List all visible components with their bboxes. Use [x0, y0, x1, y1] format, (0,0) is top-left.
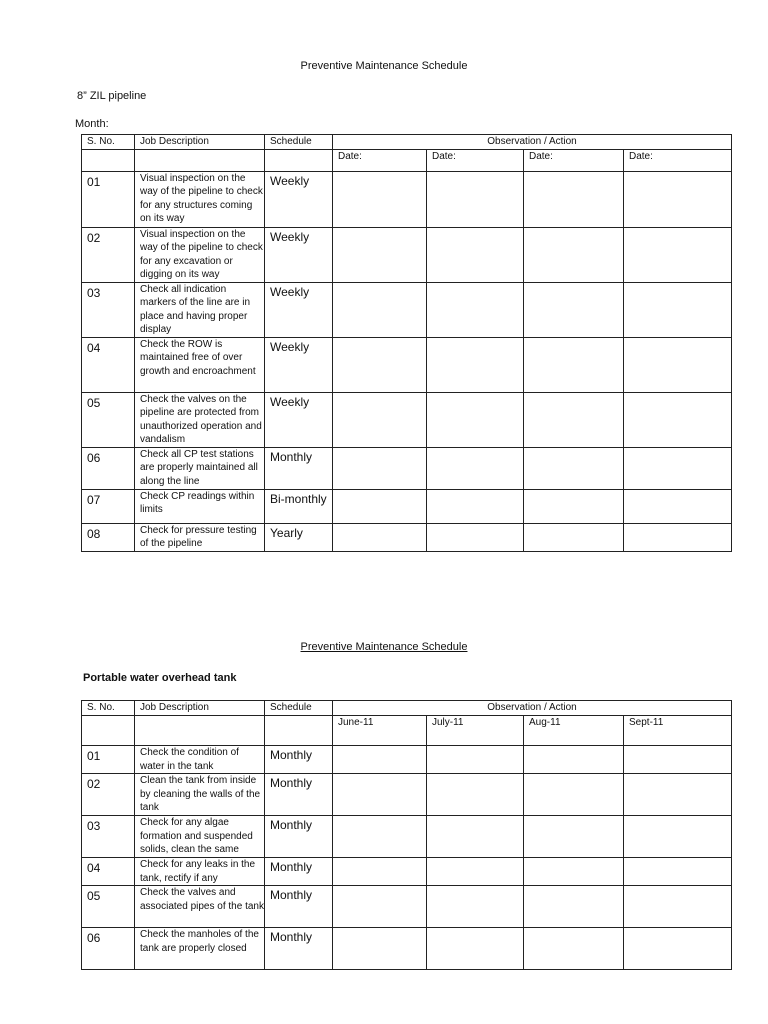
observation-cell[interactable]	[427, 337, 524, 392]
header-sno: S. No.	[82, 701, 135, 716]
date-header: Date:	[624, 149, 732, 171]
date-header: Date:	[427, 149, 524, 171]
job-description: Check the manholes of the tank are properly closed	[135, 928, 265, 970]
table-row	[82, 282, 732, 337]
date-header: Sept-11	[624, 716, 732, 746]
job-description: Clean the tank from inside by cleaning the walls of the tank	[135, 774, 265, 816]
observation-cell[interactable]	[524, 489, 624, 523]
observation-cell[interactable]	[427, 886, 524, 928]
job-description: Visual inspection on the way of the pipeline to check for any excavation or digging on its way	[135, 227, 265, 282]
job-description: Check for any leaks in the tank, rectify if any	[135, 858, 265, 886]
observation-cell[interactable]	[624, 447, 732, 489]
schedule-value: Yearly	[265, 523, 333, 551]
schedule-value: Monthly	[265, 746, 333, 774]
table-row	[82, 337, 732, 392]
observation-cell[interactable]	[624, 523, 732, 551]
date-header: Date:	[524, 149, 624, 171]
schedule-value: Bi-monthly	[265, 489, 333, 523]
observation-cell[interactable]	[333, 447, 427, 489]
schedule-value: Weekly	[265, 392, 333, 447]
observation-cell[interactable]	[427, 489, 524, 523]
observation-cell[interactable]	[427, 816, 524, 858]
schedule-value: Weekly	[265, 282, 333, 337]
observation-cell[interactable]	[524, 858, 624, 886]
job-description: Check the valves on the pipeline are protected from unauthorized operation and vandalism	[135, 392, 265, 447]
observation-cell[interactable]	[427, 282, 524, 337]
table-row	[82, 858, 732, 886]
schedule-value: Weekly	[265, 337, 333, 392]
observation-cell[interactable]	[524, 774, 624, 816]
schedule-title-2-text: Preventive Maintenance Schedule	[300, 641, 468, 653]
job-description: Check the valves and associated pipes of the tank	[135, 886, 265, 928]
table-row	[82, 746, 732, 774]
schedule-value: Monthly	[265, 928, 333, 970]
observation-cell[interactable]	[524, 523, 624, 551]
month-label: Month:	[75, 118, 109, 130]
observation-cell[interactable]	[427, 746, 524, 774]
schedule-value: Monthly	[265, 816, 333, 858]
observation-cell[interactable]	[624, 171, 732, 227]
observation-cell[interactable]	[333, 227, 427, 282]
observation-cell[interactable]	[624, 816, 732, 858]
header-blank	[135, 149, 265, 171]
observation-cell[interactable]	[333, 774, 427, 816]
job-description: Check CP readings within limits	[135, 489, 265, 523]
header-blank	[135, 716, 265, 746]
observation-cell[interactable]	[524, 282, 624, 337]
row-number: 03	[82, 816, 135, 858]
tank-subtitle: Portable water overhead tank	[83, 672, 237, 684]
observation-cell[interactable]	[333, 282, 427, 337]
observation-cell[interactable]	[427, 171, 524, 227]
schedule-value: Monthly	[265, 886, 333, 928]
observation-cell[interactable]	[624, 392, 732, 447]
observation-cell[interactable]	[427, 447, 524, 489]
schedule-value: Monthly	[265, 447, 333, 489]
job-description: Check all indication markers of the line are in place and having proper display	[135, 282, 265, 337]
schedule-value: Weekly	[265, 171, 333, 227]
job-description: Check for pressure testing of the pipeline	[135, 523, 265, 551]
row-number: 04	[82, 858, 135, 886]
table-row	[82, 171, 732, 227]
header-sno: S. No.	[82, 135, 135, 150]
job-description: Check the condition of water in the tank	[135, 746, 265, 774]
observation-cell[interactable]	[624, 227, 732, 282]
schedule-title-1: Preventive Maintenance Schedule	[300, 60, 468, 72]
observation-cell[interactable]	[333, 392, 427, 447]
header-schedule: Schedule	[265, 701, 333, 716]
date-header: July-11	[427, 716, 524, 746]
date-header: Date:	[333, 149, 427, 171]
row-number: 08	[82, 523, 135, 551]
observation-cell[interactable]	[427, 928, 524, 970]
header-blank	[265, 149, 333, 171]
observation-cell[interactable]	[524, 816, 624, 858]
schedule-value: Monthly	[265, 774, 333, 816]
job-description: Check for any algae formation and suspended solids, clean the same	[135, 816, 265, 858]
table-row	[82, 392, 732, 447]
observation-cell[interactable]	[427, 774, 524, 816]
observation-cell[interactable]	[524, 337, 624, 392]
observation-cell[interactable]	[524, 227, 624, 282]
row-number: 06	[82, 447, 135, 489]
observation-cell[interactable]	[624, 746, 732, 774]
schedule-value: Weekly	[265, 227, 333, 282]
header-schedule: Schedule	[265, 135, 333, 150]
header-job-description: Job Description	[135, 701, 265, 716]
row-number: 02	[82, 227, 135, 282]
row-number: 05	[82, 886, 135, 928]
row-number: 01	[82, 746, 135, 774]
header-blank	[265, 716, 333, 746]
header-observation: Observation / Action	[333, 701, 732, 716]
observation-cell[interactable]	[624, 489, 732, 523]
table-row	[82, 816, 732, 858]
observation-cell[interactable]	[524, 746, 624, 774]
schedule-value: Monthly	[265, 858, 333, 886]
observation-cell[interactable]	[427, 858, 524, 886]
table-row	[82, 928, 732, 970]
job-description: Check all CP test stations are properly maintained all along the line	[135, 447, 265, 489]
date-header: Aug-11	[524, 716, 624, 746]
observation-cell[interactable]	[624, 774, 732, 816]
header-job-description: Job Description	[135, 135, 265, 150]
observation-cell[interactable]	[624, 858, 732, 886]
observation-cell[interactable]	[524, 447, 624, 489]
table-row	[82, 886, 732, 928]
observation-cell[interactable]	[333, 928, 427, 970]
row-number: 02	[82, 774, 135, 816]
tank-schedule-table	[81, 700, 732, 970]
observation-cell[interactable]	[427, 392, 524, 447]
table-row	[82, 489, 732, 523]
table-row	[82, 523, 732, 551]
observation-cell[interactable]	[333, 523, 427, 551]
observation-cell[interactable]	[427, 523, 524, 551]
row-number: 05	[82, 392, 135, 447]
observation-cell[interactable]	[333, 816, 427, 858]
observation-cell[interactable]	[333, 858, 427, 886]
observation-cell[interactable]	[333, 886, 427, 928]
observation-cell[interactable]	[624, 337, 732, 392]
header-observation: Observation / Action	[333, 135, 732, 150]
table-row	[82, 227, 732, 282]
observation-cell[interactable]	[524, 171, 624, 227]
row-number: 07	[82, 489, 135, 523]
schedule-title-2	[0, 641, 768, 653]
job-description: Check the ROW is maintained free of over growth and encroachment	[135, 337, 265, 392]
observation-cell[interactable]	[333, 489, 427, 523]
row-number: 03	[82, 282, 135, 337]
pipeline-schedule-table	[81, 134, 732, 552]
pipeline-subtitle: 8” ZIL pipeline	[77, 90, 147, 102]
observation-cell[interactable]	[524, 392, 624, 447]
header-blank	[82, 716, 135, 746]
observation-cell[interactable]	[624, 928, 732, 970]
row-number: 01	[82, 171, 135, 227]
table-row	[82, 774, 732, 816]
table-row	[82, 447, 732, 489]
observation-cell[interactable]	[624, 886, 732, 928]
row-number: 04	[82, 337, 135, 392]
row-number: 06	[82, 928, 135, 970]
observation-cell[interactable]	[624, 282, 732, 337]
observation-cell[interactable]	[524, 886, 624, 928]
observation-cell[interactable]	[333, 171, 427, 227]
date-header: June-11	[333, 716, 427, 746]
header-blank	[82, 149, 135, 171]
observation-cell[interactable]	[427, 227, 524, 282]
job-description: Visual inspection on the way of the pipeline to check for any structures coming on its way	[135, 171, 265, 227]
observation-cell[interactable]	[333, 337, 427, 392]
observation-cell[interactable]	[333, 746, 427, 774]
observation-cell[interactable]	[524, 928, 624, 970]
